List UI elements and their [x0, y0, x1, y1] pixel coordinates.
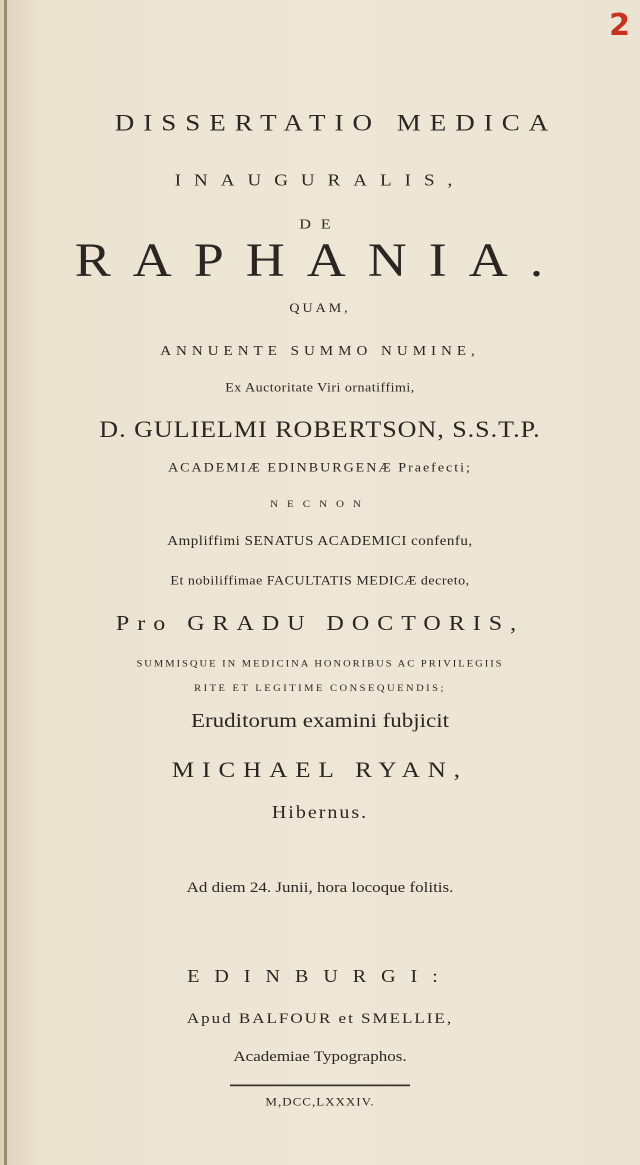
text-nobilissimae: Et nobiliffimae FACULTATIS MEDICÆ decreto,: [170, 574, 470, 588]
title-line-1: DISSERTATIO MEDICA: [114, 109, 558, 136]
text-quam: QUAM,: [289, 302, 351, 316]
text-annuente: ANNUENTE SUMMO NUMINE,: [160, 344, 480, 359]
text-necnon: NECNON: [270, 499, 370, 510]
corner-mark: 2: [609, 8, 630, 43]
imprint-date: M,DCC,LXXXIV.: [265, 1095, 375, 1109]
author-name: MICHAEL RYAN,: [171, 758, 469, 783]
text-gulielmi: D. GULIELMI ROBERTSON, S.S.T.P.: [99, 416, 541, 443]
text-academiae: ACADEMIÆ EDINBURGENÆ Praefecti;: [168, 461, 472, 475]
imprint-typographos: Academiae Typographos.: [233, 1047, 407, 1065]
imprint-printers: Apud BALFOUR et SMELLIE,: [186, 1010, 454, 1027]
text-pro-gradu: Pro GRADU DOCTORIS,: [115, 612, 525, 636]
text-ad-diem: Ad diem 24. Junii, hora locoque folitis.: [186, 878, 454, 896]
text-summisque: SUMMISQUE IN MEDICINA HONORIBUS AC PRIVILEGIIS: [136, 659, 504, 670]
title-line-2: INAUGURALIS,: [174, 171, 466, 191]
title-de: DE: [299, 217, 341, 233]
text-amplissimi: Ampliffimi SENATUS ACADEMICI confenfu,: [167, 534, 473, 549]
author-origin: Hibernus.: [271, 803, 369, 823]
text-rite: RITE ET LEGITIME CONSEQUENDIS;: [194, 684, 446, 694]
imprint-rule: [230, 1084, 410, 1086]
text-ex-auctoritate: Ex Auctoritate Viri ornatiffimi,: [225, 381, 415, 396]
text-eruditorum: Eruditorum examini fubjicit: [190, 709, 450, 732]
title-subject: RAPHANIA.: [74, 233, 566, 287]
imprint-city: EDINBURGI:: [187, 967, 453, 987]
